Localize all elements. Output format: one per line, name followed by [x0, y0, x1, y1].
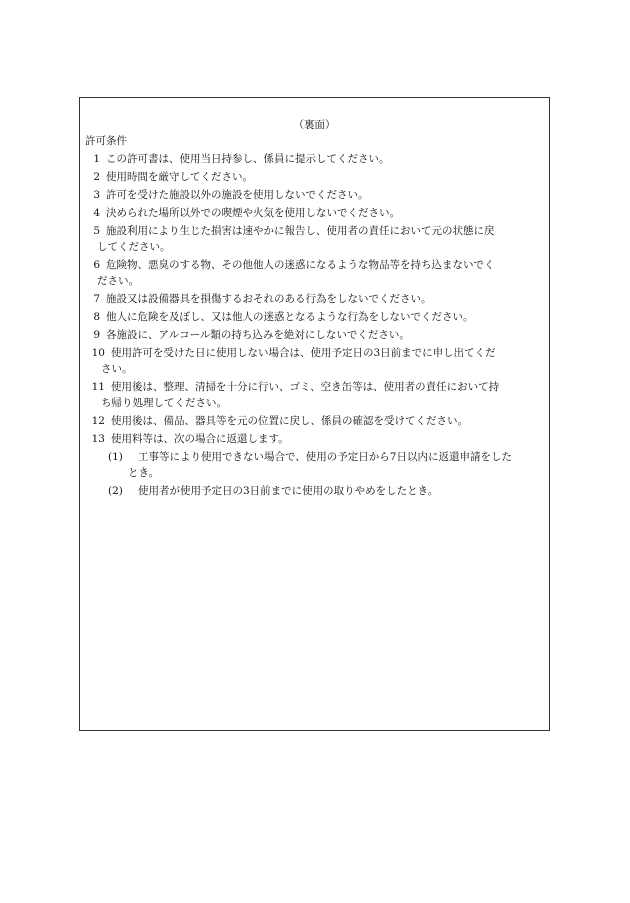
- permit-back-page-frame: [79, 97, 550, 731]
- refund-case-number: (1): [108, 451, 123, 463]
- refund-case-text-continued: とき。: [128, 467, 160, 479]
- refund-case-number: (2): [108, 485, 123, 497]
- refund-case-1: [80, 449, 549, 481]
- condition-number: 2: [93, 171, 100, 183]
- conditions-heading: 許可条件: [85, 135, 127, 147]
- condition-item-7: [80, 291, 549, 307]
- refund-case-text: 使用者が使用予定日の3日前までに使用の取りやめをしたとき。: [138, 485, 439, 497]
- condition-text: 許可を受けた施設以外の施設を使用しないでください。: [106, 189, 369, 201]
- condition-number: 13: [91, 433, 105, 445]
- conditions-list: [80, 151, 549, 499]
- condition-number: 7: [93, 293, 100, 305]
- condition-text-continued: してください。: [97, 241, 171, 253]
- condition-item-2: [80, 169, 549, 185]
- condition-text: 使用後は、整理、清掃を十分に行い、ゴミ、空き缶等は、使用者の責任において持: [111, 381, 500, 393]
- condition-item-3: [80, 187, 549, 203]
- condition-text: 決められた場所以外での喫煙や火気を使用しないでください。: [106, 207, 400, 219]
- condition-item-5: [80, 223, 549, 255]
- condition-item-13: [80, 431, 549, 447]
- condition-number: 6: [93, 259, 100, 271]
- condition-text: この許可書は、使用当日持参し、係員に提示してください。: [106, 153, 390, 165]
- condition-item-12: [80, 413, 549, 429]
- page-title: （裏面）: [293, 119, 336, 131]
- condition-number: 12: [91, 415, 105, 427]
- condition-number: 10: [91, 347, 105, 359]
- condition-item-11: [80, 379, 549, 411]
- condition-text: 使用料等は、次の場合に返還します。: [111, 433, 289, 445]
- condition-number: 5: [93, 225, 100, 237]
- condition-number: 11: [91, 381, 105, 393]
- condition-text: 使用後は、備品、器具等を元の位置に戻し、係員の確認を受けてください。: [111, 415, 468, 427]
- condition-item-10: [80, 345, 549, 377]
- condition-text: 施設又は設備器具を損傷するおそれのある行為をしないでください。: [106, 293, 432, 305]
- refund-case-2: [80, 483, 549, 499]
- condition-item-6: [80, 257, 549, 289]
- condition-text: 使用許可を受けた日に使用しない場合は、使用予定日の3日前までに申し出てくだ: [111, 347, 496, 359]
- condition-text-continued: ださい。: [97, 275, 139, 287]
- condition-number: 3: [93, 189, 100, 201]
- condition-item-8: [80, 309, 549, 325]
- condition-text: 他人に危険を及ぼし、又は他人の迷惑となるような行為をしないでください。: [106, 311, 474, 323]
- condition-number: 1: [93, 153, 100, 165]
- refund-case-text: 工事等により使用できない場合で、使用の予定日から7日以内に返還申請をした: [138, 451, 512, 463]
- condition-item-9: [80, 327, 549, 343]
- condition-text: 施設利用により生じた損害は速やかに報告し、使用者の責任において元の状態に戻: [106, 225, 495, 237]
- condition-text-continued: ち帰り処理してください。: [101, 397, 227, 409]
- condition-text: 危険物、悪臭のする物、その他他人の迷惑になるような物品等を持ち込まないでく: [106, 259, 495, 271]
- condition-item-4: [80, 205, 549, 221]
- condition-text: 使用時間を厳守してください。: [106, 171, 253, 183]
- condition-text-continued: さい。: [101, 363, 133, 375]
- condition-number: 4: [93, 207, 100, 219]
- condition-number: 8: [93, 311, 100, 323]
- condition-text: 各施設に、アルコール類の持ち込みを絶対にしないでください。: [106, 329, 410, 341]
- condition-item-1: [80, 151, 549, 167]
- condition-number: 9: [93, 329, 100, 341]
